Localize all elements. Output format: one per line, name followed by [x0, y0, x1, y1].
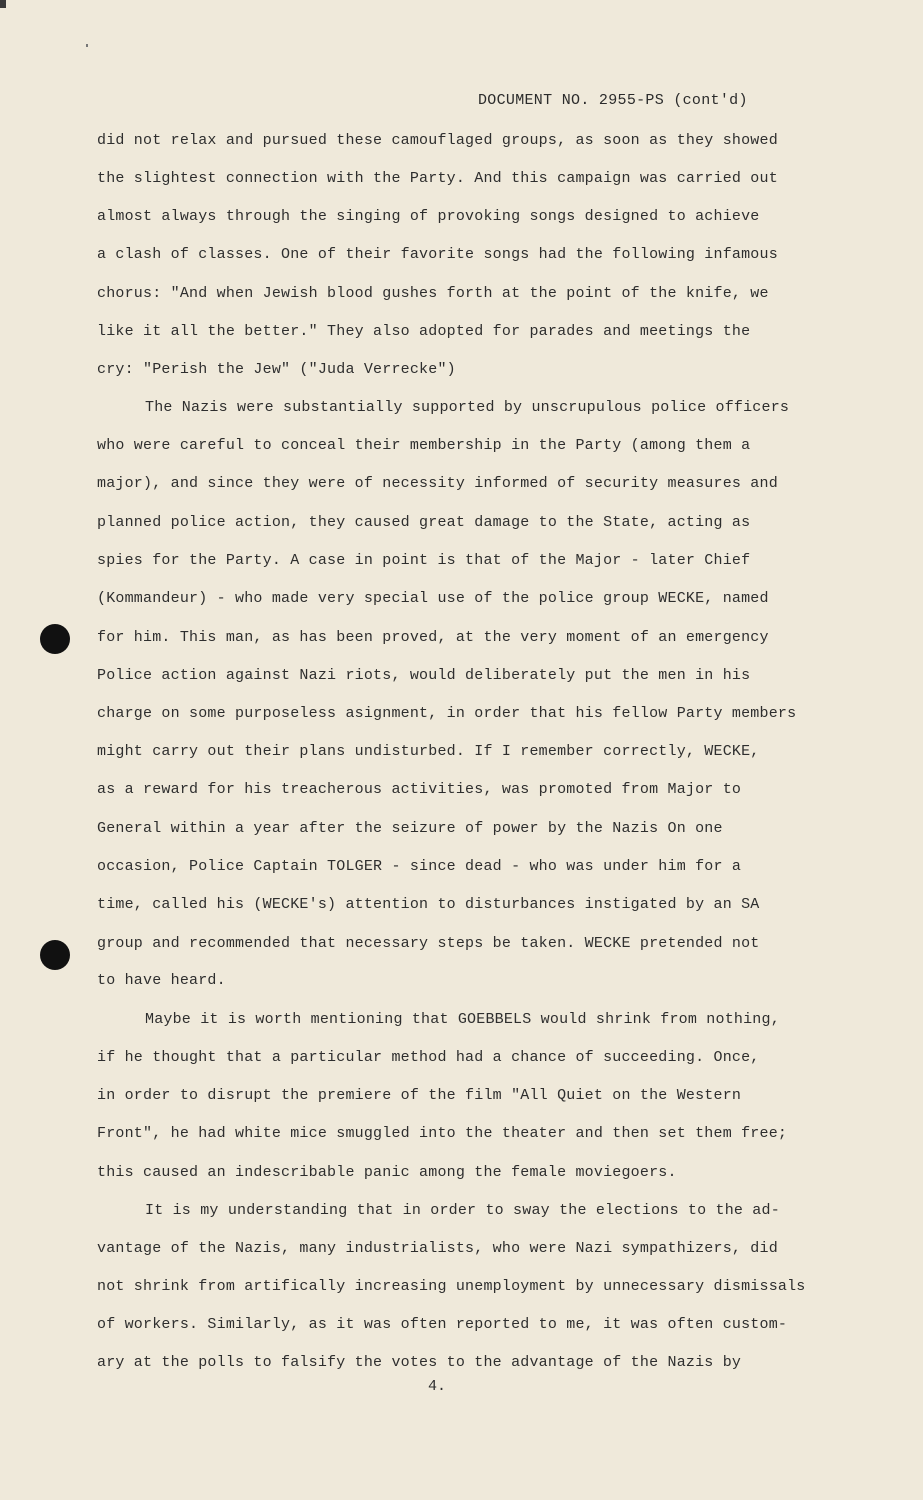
text-line: major), and since they were of necessity informed of security measures and	[97, 475, 778, 492]
text-line: Maybe it is worth mentioning that GOEBBELS would shrink from nothing,	[145, 1011, 780, 1028]
text-line: almost always through the singing of provoking songs designed to achieve	[97, 208, 760, 225]
text-line: The Nazis were substantially supported by unscrupulous police officers	[145, 399, 790, 416]
edge-speck	[86, 44, 88, 47]
text-line: of workers. Similarly, as it was often reported to me, it was often custom-	[97, 1316, 788, 1333]
text-line: the slightest connection with the Party. And this campaign was carried out	[97, 170, 778, 187]
text-line: to have heard.	[97, 972, 226, 989]
document-header: DOCUMENT NO. 2955-PS (cont'd)	[478, 92, 748, 109]
text-line: time, called his (WECKE's) attention to disturbances instigated by an SA	[97, 896, 760, 913]
punch-hole	[40, 624, 70, 654]
text-line: chorus: "And when Jewish blood gushes forth at the point of the knife, we	[97, 285, 769, 302]
text-line: in order to disrupt the premiere of the film "All Quiet on the Western	[97, 1087, 742, 1104]
text-line: as a reward for his treacherous activities, was promoted from Major to	[97, 781, 742, 798]
text-line: cry: "Perish the Jew" ("Juda Verrecke")	[97, 361, 456, 378]
text-line: occasion, Police Captain TOLGER - since dead - who was under him for a	[97, 858, 742, 875]
text-line: spies for the Party. A case in point is that of the Major - later Chief	[97, 552, 751, 569]
punch-hole	[40, 940, 70, 970]
text-line: Police action against Nazi riots, would deliberately put the men in his	[97, 667, 751, 684]
text-line: (Kommandeur) - who made very special use of the police group WECKE, named	[97, 590, 769, 607]
text-line: like it all the better." They also adopted for parades and meetings the	[97, 323, 751, 340]
text-line: charge on some purposeless asignment, in order that his fellow Party members	[97, 705, 797, 722]
text-line: vantage of the Nazis, many industrialists, who were Nazi sympathizers, did	[97, 1240, 778, 1257]
edge-mark	[0, 0, 6, 8]
text-line: Front", he had white mice smuggled into the theater and then set them free;	[97, 1125, 788, 1142]
page-number: 4.	[428, 1378, 447, 1395]
text-line: not shrink from artifically increasing unemployment by unnecessary dismissals	[97, 1278, 806, 1295]
text-line: It is my understanding that in order to sway the elections to the ad-	[145, 1202, 780, 1219]
text-line: this caused an indescribable panic among the female moviegoers.	[97, 1164, 677, 1181]
text-line: who were careful to conceal their membership in the Party (among them a	[97, 437, 751, 454]
text-line: General within a year after the seizure of power by the Nazis On one	[97, 820, 723, 837]
text-line: planned police action, they caused great damage to the State, acting as	[97, 514, 751, 531]
text-line: did not relax and pursued these camouflaged groups, as soon as they showed	[97, 132, 778, 149]
text-line: ary at the polls to falsify the votes to the advantage of the Nazis by	[97, 1354, 742, 1371]
text-line: for him. This man, as has been proved, at the very moment of an emergency	[97, 629, 769, 646]
text-line: a clash of classes. One of their favorite songs had the following infamous	[97, 246, 778, 263]
text-line: group and recommended that necessary steps be taken. WECKE pretended not	[97, 935, 760, 952]
text-line: if he thought that a particular method had a chance of succeeding. Once,	[97, 1049, 760, 1066]
text-line: might carry out their plans undisturbed. If I remember correctly, WECKE,	[97, 743, 760, 760]
